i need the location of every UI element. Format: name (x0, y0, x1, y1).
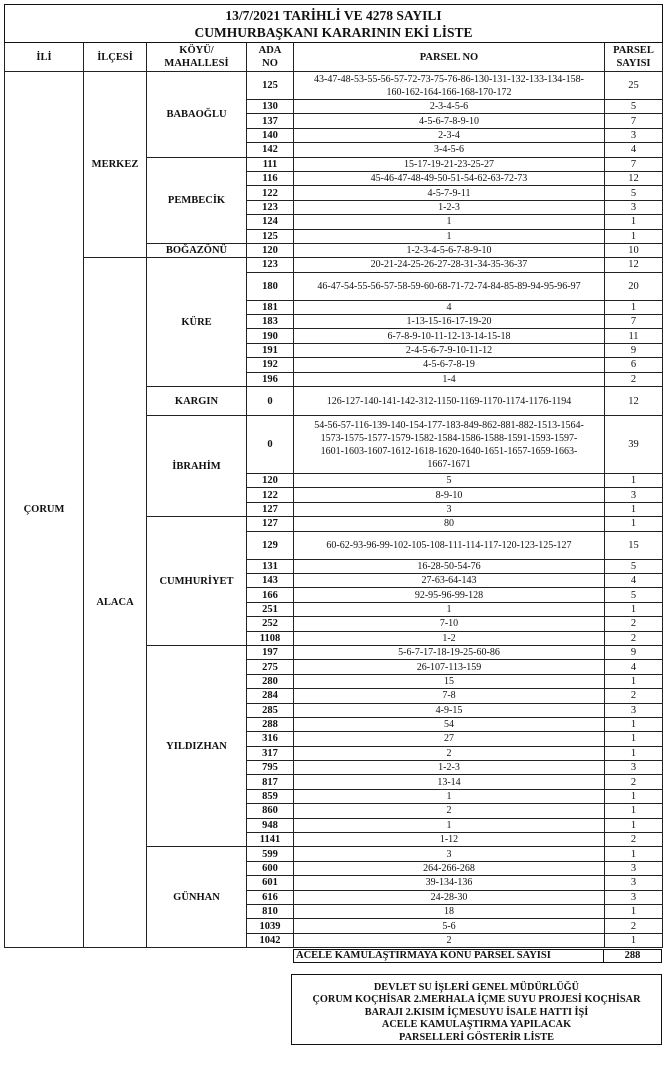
parsel-sayisi-cell: 2 (605, 631, 663, 645)
parsel-sayisi-cell: 2 (605, 617, 663, 631)
parsel-no-cell (294, 847, 605, 861)
ada-no-cell: 616 (247, 890, 294, 904)
parsel-no-line: 264-266-268 (423, 862, 475, 874)
parsel-sayisi-cell: 4 (605, 660, 663, 674)
parsel-no-line: 2-3-4-5-6 (429, 101, 469, 113)
parsel-no-cell (294, 573, 605, 587)
parsel-no-cell (294, 761, 605, 775)
parsel-no-cell (294, 717, 605, 731)
parsel-no-cell (294, 488, 605, 502)
header-parsel-no-label: PARSEL NO (419, 51, 479, 63)
parsel-sayisi-cell: 1 (605, 933, 663, 947)
parsel-sayisi-cell: 1 (605, 847, 663, 861)
parsel-no-line: 92-95-96-99-128 (414, 589, 484, 601)
ada-no-cell: 123 (247, 258, 294, 272)
header-ili (5, 43, 84, 72)
parsel-sayisi-cell: 1 (605, 717, 663, 731)
parsel-no-cell (294, 387, 605, 416)
parsel-no-line: 3-4-5-6 (434, 144, 464, 156)
parsel-sayisi-cell: 1 (605, 474, 663, 488)
parsel-no-cell (294, 243, 605, 257)
ilce-cell: MERKEZ (84, 72, 147, 258)
parsel-no-line: 5 (446, 475, 452, 487)
header-ada-line1: ADA (258, 45, 282, 56)
parsel-no-line: 1 (446, 791, 452, 803)
ada-no-cell: 600 (247, 861, 294, 875)
parsel-sayisi-cell: 1 (605, 602, 663, 616)
header-row (5, 43, 663, 72)
koy-cell: KÜRE (147, 258, 247, 387)
parsel-no-line: 15 (444, 675, 454, 687)
parsel-no-cell (294, 272, 605, 300)
parsel-no-cell (294, 689, 605, 703)
header-koyu-line1: KÖYÜ/ (179, 45, 214, 56)
ada-no-cell: 859 (247, 789, 294, 803)
parsel-no-cell (294, 933, 605, 947)
parsel-no-cell (294, 602, 605, 616)
parsel-sayisi-cell: 1 (605, 746, 663, 760)
parsel-sayisi-cell: 12 (605, 387, 663, 416)
parsel-sayisi-cell: 1 (605, 674, 663, 688)
parsel-no-line: 1-13-15-16-17-19-20 (406, 316, 492, 328)
header-parsel-no (294, 43, 605, 72)
parsel-no-cell (294, 732, 605, 746)
parsel-sayisi-cell: 1 (605, 904, 663, 918)
parsel-sayisi-cell: 1 (605, 732, 663, 746)
parsel-sayisi-cell: 1 (605, 229, 663, 243)
ada-no-cell: 166 (247, 588, 294, 602)
parsel-no-cell (294, 416, 605, 474)
parsel-no-cell (294, 200, 605, 214)
parsel-sayisi-cell: 7 (605, 315, 663, 329)
header-ada-line2: NO (262, 58, 278, 69)
parsel-no-line: 2-4-5-6-7-9-10-11-12 (405, 345, 493, 357)
ada-no-cell: 124 (247, 215, 294, 229)
parsel-no-line: 3 (446, 504, 452, 515)
parsel-no-line: 1-2-3-4-5-6-7-8-9-10 (406, 245, 492, 257)
parsel-no-line: 4-5-6-7-8-19 (423, 359, 475, 371)
parsel-no-cell (294, 258, 605, 272)
parsel-no-line: 15-17-19-21-23-25-27 (404, 158, 494, 170)
parsel-no-cell (294, 746, 605, 760)
parsel-sayisi-cell: 4 (605, 573, 663, 587)
parsel-no-cell (294, 343, 605, 357)
parsel-sayisi-cell: 2 (605, 775, 663, 789)
parsel-no-line: 27 (444, 733, 454, 745)
ada-no-cell: 140 (247, 128, 294, 142)
parsel-sayisi-cell: 3 (605, 761, 663, 775)
parsel-no-line: 46-47-54-55-56-57-58-59-60-68-71-72-74-84-85-89-94-95-96-97 (317, 280, 581, 292)
parsel-sayisi-cell: 12 (605, 258, 663, 272)
ada-no-cell: 0 (247, 416, 294, 474)
parsel-no-line: 45-46-47-48-49-50-51-54-62-63-72-73 (370, 173, 528, 185)
ada-no-cell: 601 (247, 876, 294, 890)
ada-no-cell: 183 (247, 315, 294, 329)
parsel-no-cell (294, 215, 605, 229)
parcel-list-table (4, 4, 663, 948)
ada-no-cell: 180 (247, 272, 294, 300)
parsel-no-cell (294, 833, 605, 847)
parsel-no-cell (294, 157, 605, 171)
parsel-no-cell (294, 588, 605, 602)
ada-no-cell: 143 (247, 573, 294, 587)
ada-no-cell: 125 (247, 229, 294, 243)
parsel-no-line: 1 (446, 819, 452, 831)
parsel-no-line: 13-14 (437, 776, 461, 788)
parsel-sayisi-cell: 3 (605, 703, 663, 717)
header-koyu (147, 43, 247, 72)
koy-cell: PEMBECİK (147, 157, 247, 243)
parsel-no-line: 54 (444, 719, 454, 731)
parsel-no-line: 3 (446, 848, 452, 860)
parsel-sayisi-cell: 3 (605, 861, 663, 875)
parsel-no-line: 1573-1575-1577-1579-1582-1584-1586-1588-1591-1593-1597- (320, 432, 578, 444)
header-ili-label: İLİ (36, 51, 52, 63)
info-line: BARAJI 2.KISIM İÇMESUYU İSALE HATTI İŞİ (364, 1006, 589, 1018)
parsel-sayisi-cell: 1 (605, 804, 663, 818)
parsel-sayisi-cell: 7 (605, 157, 663, 171)
koy-cell: CUMHURİYET (147, 517, 247, 646)
ada-no-cell: 142 (247, 143, 294, 157)
parsel-sayisi-cell: 20 (605, 272, 663, 300)
parsel-no-cell (294, 919, 605, 933)
ada-no-cell: 810 (247, 904, 294, 918)
parsel-no-cell (294, 645, 605, 659)
ada-no-cell: 127 (247, 517, 294, 531)
parsel-no-cell (294, 631, 605, 645)
ada-no-cell: 125 (247, 72, 294, 100)
parsel-no-line: 60-62-93-96-99-102-105-108-111-114-117-120-123-125-127 (326, 539, 572, 551)
parsel-no-cell (294, 617, 605, 631)
ada-no-cell: 599 (247, 847, 294, 861)
ada-no-cell: 275 (247, 660, 294, 674)
parsel-no-line: 7-10 (439, 618, 459, 630)
ada-no-cell: 860 (247, 804, 294, 818)
parsel-sayisi-cell: 9 (605, 645, 663, 659)
header-ilcesi-label: İLÇESİ (97, 51, 133, 63)
title-line-2: CUMHURBAŞKANI KARARININ EKİ LİSTE (194, 24, 473, 40)
parsel-sayisi-cell: 2 (605, 689, 663, 703)
parsel-no-line: 1-2-3 (438, 762, 460, 774)
parsel-sayisi-cell: 12 (605, 171, 663, 185)
ada-no-cell: 316 (247, 732, 294, 746)
koy-cell: BOĞAZÖNÜ (147, 243, 247, 257)
info-line: ACELE KAMULAŞTIRMA YAPILACAK (381, 1019, 572, 1031)
parsel-no-line: 5-6-7-17-18-19-25-60-86 (398, 647, 500, 659)
parsel-sayisi-cell: 3 (605, 200, 663, 214)
parsel-no-line: 2 (446, 934, 452, 946)
ada-no-cell: 1108 (247, 631, 294, 645)
parsel-no-line: 5-6 (442, 920, 456, 932)
header-ada (247, 43, 294, 72)
ada-no-cell: 181 (247, 300, 294, 314)
total-parcel-count-value: 288 (624, 950, 641, 961)
parsel-sayisi-cell: 2 (605, 833, 663, 847)
parsel-sayisi-cell: 5 (605, 559, 663, 573)
parsel-no-line: 2-3-4 (438, 129, 460, 141)
parsel-sayisi-cell: 5 (605, 588, 663, 602)
ada-no-cell: 122 (247, 488, 294, 502)
parsel-no-cell (294, 502, 605, 516)
parsel-no-line: 7-8 (442, 690, 456, 702)
parsel-sayisi-cell: 3 (605, 488, 663, 502)
ada-no-cell: 111 (247, 157, 294, 171)
title-row (5, 5, 663, 43)
koy-cell: KARGIN (147, 387, 247, 416)
parsel-no-cell (294, 674, 605, 688)
parsel-sayisi-cell: 1 (605, 789, 663, 803)
ada-no-cell: 122 (247, 186, 294, 200)
ada-no-cell: 948 (247, 818, 294, 832)
info-line: DEVLET SU İŞLERİ GENEL MÜDÜRLÜĞÜ (373, 982, 580, 993)
parsel-no-line: 27-63-64-143 (421, 575, 477, 587)
parsel-no-cell (294, 100, 605, 114)
parsel-no-line: 24-28-30 (430, 891, 468, 903)
parsel-sayisi-cell: 11 (605, 329, 663, 343)
parsel-no-cell (294, 186, 605, 200)
parsel-no-line: 4-9-15 (435, 704, 463, 716)
parsel-no-cell (294, 329, 605, 343)
parsel-no-line: 2 (446, 747, 452, 759)
parsel-sayisi-cell: 3 (605, 128, 663, 142)
koy-cell: BABAOĞLU (147, 72, 247, 158)
parsel-no-cell (294, 531, 605, 559)
ada-no-cell: 197 (247, 645, 294, 659)
parsel-no-line: 80 (444, 518, 454, 530)
table-body (5, 72, 663, 948)
ada-no-cell: 288 (247, 717, 294, 731)
ada-no-cell: 190 (247, 329, 294, 343)
parsel-sayisi-cell: 3 (605, 890, 663, 904)
ada-no-cell: 252 (247, 617, 294, 631)
parsel-no-line: 43-47-48-53-55-56-57-72-73-75-76-86-130-131-132-133-134-158- (314, 73, 584, 85)
parsel-no-line: 1-4 (442, 373, 456, 385)
parsel-no-line: 1 (446, 216, 452, 228)
ada-no-cell: 129 (247, 531, 294, 559)
parsel-no-line: 16-28-50-54-76 (417, 560, 481, 572)
ada-no-cell: 127 (247, 502, 294, 516)
parsel-no-cell (294, 904, 605, 918)
parsel-no-cell (294, 559, 605, 573)
ada-no-cell: 317 (247, 746, 294, 760)
parsel-sayisi-cell: 2 (605, 372, 663, 386)
header-sayisi-line1: PARSEL (613, 45, 654, 56)
parsel-no-cell (294, 517, 605, 531)
parsel-no-line: 1 (446, 230, 452, 242)
parsel-no-line: 54-56-57-116-139-140-154-177-183-849-862-881-882-1513-1564- (314, 419, 584, 431)
parsel-sayisi-cell: 39 (605, 416, 663, 474)
parsel-no-line: 6-7-8-9-10-11-12-13-14-15-18 (387, 330, 511, 342)
ada-no-cell: 192 (247, 358, 294, 372)
parsel-no-cell (294, 229, 605, 243)
ada-no-cell: 123 (247, 200, 294, 214)
parsel-sayisi-cell: 5 (605, 100, 663, 114)
parsel-no-line: 4-5-6-7-8-9-10 (419, 115, 479, 127)
ada-no-cell: 191 (247, 343, 294, 357)
parsel-no-cell (294, 315, 605, 329)
parsel-sayisi-cell: 2 (605, 919, 663, 933)
parsel-no-cell (294, 804, 605, 818)
ada-no-cell: 251 (247, 602, 294, 616)
parsel-no-cell (294, 171, 605, 185)
parsel-no-line: 4-5-7-9-11 (427, 187, 471, 199)
ada-no-cell: 120 (247, 243, 294, 257)
header-parsel-sayisi (605, 43, 663, 72)
parsel-sayisi-cell: 9 (605, 343, 663, 357)
parsel-sayisi-cell: 1 (605, 502, 663, 516)
ada-no-cell: 1141 (247, 833, 294, 847)
parsel-no-line: 20-21-24-25-26-27-28-31-34-35-36-37 (370, 259, 528, 271)
parsel-no-line: 1-2 (442, 632, 456, 644)
parsel-sayisi-cell: 1 (605, 818, 663, 832)
ada-no-cell: 795 (247, 761, 294, 775)
parsel-no-line: 1 (446, 603, 452, 615)
ada-no-cell: 1039 (247, 919, 294, 933)
info-line: PARSELLERİ GÖSTERİR LİSTE (399, 1031, 554, 1043)
header-koyu-line2: MAHALLESİ (164, 58, 229, 69)
parsel-sayisi-cell: 5 (605, 186, 663, 200)
koy-cell: GÜNHAN (147, 847, 247, 948)
parsel-no-cell (294, 660, 605, 674)
parsel-no-cell (294, 72, 605, 100)
ilce-cell: ALACA (84, 258, 147, 948)
parsel-sayisi-cell: 4 (605, 143, 663, 157)
parsel-no-line: 1667-1671 (427, 458, 471, 470)
parsel-sayisi-cell: 1 (605, 215, 663, 229)
parsel-no-cell (294, 128, 605, 142)
ada-no-cell: 116 (247, 171, 294, 185)
ada-no-cell: 130 (247, 100, 294, 114)
document-title (5, 5, 663, 43)
ada-no-cell: 1042 (247, 933, 294, 947)
parsel-no-line: 126-127-140-141-142-312-1150-1169-1170-1174-1176-1194 (326, 395, 572, 407)
parsel-no-line: 18 (444, 906, 454, 918)
parsel-sayisi-cell: 6 (605, 358, 663, 372)
parsel-no-cell (294, 861, 605, 875)
parsel-no-line: 160-162-164-166-168-170-172 (386, 86, 512, 98)
parsel-no-line: 1601-1603-1607-1612-1618-1620-1640-1651-1657-1659-1663- (320, 445, 578, 457)
ada-no-cell: 196 (247, 372, 294, 386)
ada-no-cell: 285 (247, 703, 294, 717)
il-cell: ÇORUM (5, 72, 84, 948)
parsel-no-cell (294, 876, 605, 890)
parsel-no-line: 39-134-136 (425, 877, 473, 889)
parsel-no-line: 1-12 (439, 834, 459, 846)
header-sayisi-line2: SAYISI (616, 58, 651, 69)
parsel-no-cell (294, 890, 605, 904)
parsel-no-cell (294, 775, 605, 789)
parsel-no-cell (294, 474, 605, 488)
table-row (5, 72, 663, 100)
info-line: ÇORUM KOÇHİSAR 2.MERHALA İÇME SUYU PROJESİ KOÇHİSAR (312, 994, 641, 1006)
ada-no-cell: 0 (247, 387, 294, 416)
parsel-sayisi-cell: 10 (605, 243, 663, 257)
parsel-no-line: 26-107-113-159 (416, 661, 482, 673)
header-ilcesi (84, 43, 147, 72)
ada-no-cell: 120 (247, 474, 294, 488)
table-row (5, 258, 663, 272)
parsel-no-line: 1-2-3 (438, 201, 460, 213)
koy-cell: YILDIZHAN (147, 645, 247, 846)
ada-no-cell: 131 (247, 559, 294, 573)
parsel-no-cell (294, 358, 605, 372)
ada-no-cell: 280 (247, 674, 294, 688)
parsel-no-line: 4 (446, 301, 452, 313)
parsel-no-cell (294, 143, 605, 157)
parsel-no-cell (294, 818, 605, 832)
total-parcel-count-box (293, 949, 662, 963)
total-parcel-count-label: ACELE KAMULAŞTIRMAYA KONU PARSEL SAYISI (294, 950, 604, 962)
ada-no-cell: 817 (247, 775, 294, 789)
ada-no-cell: 137 (247, 114, 294, 128)
parsel-no-cell (294, 114, 605, 128)
project-info-box (291, 974, 662, 1045)
title-line-1: 13/7/2021 TARİHLİ VE 4278 SAYILI (225, 7, 442, 23)
parsel-no-cell (294, 372, 605, 386)
parsel-sayisi-cell: 1 (605, 300, 663, 314)
parsel-no-cell (294, 789, 605, 803)
parsel-no-line: 8-9-10 (435, 489, 463, 501)
parsel-sayisi-cell: 1 (605, 517, 663, 531)
parsel-no-cell (294, 703, 605, 717)
parsel-sayisi-cell: 15 (605, 531, 663, 559)
ada-no-cell: 284 (247, 689, 294, 703)
parsel-sayisi-cell: 25 (605, 72, 663, 100)
parsel-no-line: 2 (446, 805, 452, 817)
parsel-no-cell (294, 300, 605, 314)
parsel-sayisi-cell: 3 (605, 876, 663, 890)
koy-cell: İBRAHİM (147, 416, 247, 517)
parsel-sayisi-cell: 7 (605, 114, 663, 128)
